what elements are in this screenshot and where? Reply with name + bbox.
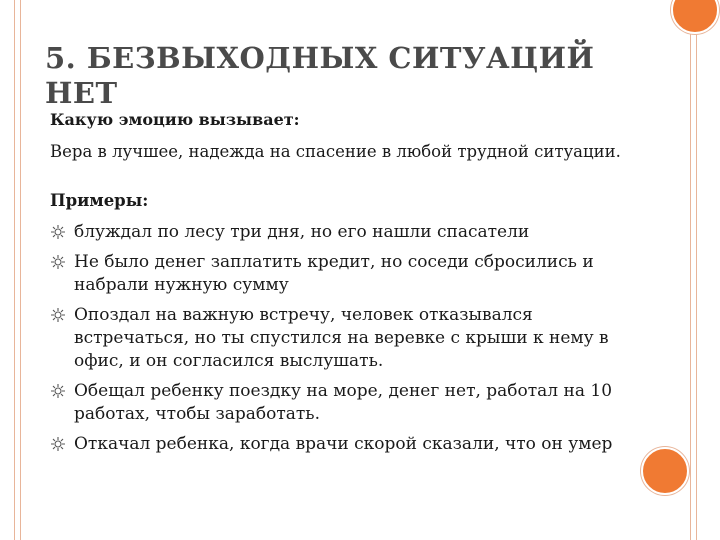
decorative-circle-bottom	[641, 447, 689, 495]
sun-bullet-icon	[50, 254, 66, 270]
frame-line-right-inner	[690, 0, 691, 540]
frame-line-right-outer	[696, 0, 697, 540]
sun-bullet-icon	[50, 436, 66, 452]
example-text: Откачал ребенка, когда врачи скорой сказали, что он умер	[74, 434, 613, 454]
example-text: блуждал по лесу три дня, но его нашли спасатели	[74, 222, 530, 242]
example-text: Обещал ребенку поездку на море, денег нет, работал на 10 работах, чтобы заработать.	[74, 381, 613, 424]
decorative-circle-top	[671, 0, 719, 34]
emotion-label: Какую эмоцию вызывает:	[50, 110, 300, 129]
sun-bullet-icon	[50, 224, 66, 240]
list-item	[50, 304, 640, 373]
list-item	[50, 221, 640, 244]
frame-line-left-outer	[14, 0, 15, 540]
examples-label: Примеры:	[50, 191, 149, 210]
list-item	[50, 380, 640, 426]
frame-line-left-inner	[20, 0, 21, 540]
list-item	[50, 433, 640, 456]
example-text: Опоздал на важную встречу, человек отказывался встречаться, но ты спустился на веревке с крыши к нему в офис, и он согласился выслушать.	[74, 305, 609, 371]
examples-list	[50, 221, 640, 456]
slide-content	[50, 110, 640, 463]
example-text: Не было денег заплатить кредит, но соседи сбросились и набрали нужную сумму	[74, 252, 594, 295]
sun-bullet-icon	[50, 383, 66, 399]
slide-title: 5. БЕЗВЫХОДНЫХ СИТУАЦИЙ НЕТ	[45, 41, 595, 111]
sun-bullet-icon	[50, 307, 66, 323]
emotion-text: Вера в лучшее, надежда на спасение в любой трудной ситуации.	[50, 142, 621, 161]
list-item	[50, 251, 640, 297]
